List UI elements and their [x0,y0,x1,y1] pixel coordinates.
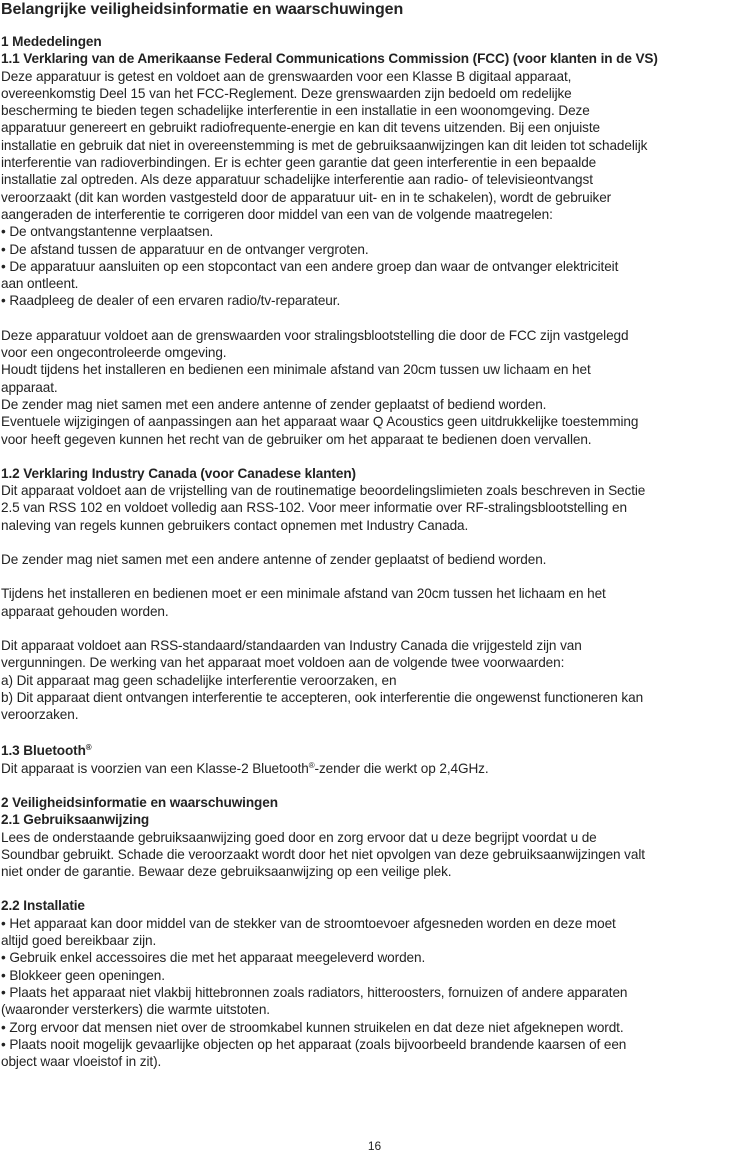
text-line: Eventuele wijzigingen of aanpassingen aan het apparaat waar Q Acoustics geen uitdrukkelijke toestemming [1,414,639,430]
text-line: voor heeft gegeven kunnen het recht van de gebruiker om het apparaat te bedienen doen vervallen. [1,431,592,447]
bullet-item: • Plaats het apparaat niet vlakbij hittebronnen zoals radiators, hitteroosters, fornuizen of andere apparaten [1,984,628,1000]
text-line: object waar vloeistof in zit). [1,1054,162,1070]
bullet-item: • De afstand tussen de apparatuur en de ontvanger vergroten. [1,241,369,257]
bullet-item: • Het apparaat kan door middel van de stekker van de stroomtoevoer afgesneden worden en deze moet [1,915,616,931]
spacer [1,534,749,551]
text-line: aan ontleent. [1,276,79,292]
spacer [1,20,749,33]
text-line: voor een ongecontroleerde omgeving. [1,345,227,361]
spacer [1,568,749,585]
text-line: apparaat. [1,379,58,395]
section-1-2-para-1 [1,482,749,534]
text-line: Soundbar gebruikt. Schade die veroorzaakt wordt door het niet opvolgen van deze gebruiksaanwijzingen valt [1,846,645,862]
text-line: interferentie van radioverbindingen. Er is echter geen garantie dat geen interferentie in een bepaalde [1,155,597,171]
page-number: 16 [367,1139,382,1153]
bullet-item: • Plaats nooit mogelijk gevaarlijke objecten op het apparaat (zoals bijvoorbeeld brandende kaarsen of een [1,1036,627,1052]
text-line: Houdt tijdens het installeren en bedienen een minimale afstand van 20cm tussen uw lichaam en het [1,362,591,378]
registered-mark: ® [308,760,315,770]
spacer [1,620,749,637]
section-1-2-heading: 1.2 Verklaring Industry Canada (voor Canadese klanten) [1,465,356,481]
text-line: niet onder de garantie. Bewaar deze gebruiksaanwijzing op een veilige plek. [1,864,452,880]
text-line: De zender mag niet samen met een andere antenne of zender geplaatst of bediend worden. [1,396,547,412]
spacer [1,310,749,327]
text-line: 2.5 van RSS 102 en voldoet volledig aan RSS-102. Voor meer informatie over RF-stralingsblootstelling en [1,500,627,516]
document-body [1,0,749,1070]
text-line: Dit apparaat voldoet aan de vrijstelling van de routinematige beoordelingslimieten zoals beschreven in Sectie [1,483,646,499]
text-line: (waaronder versterkers) die warmte uitstoten. [1,1002,270,1018]
text-part: -zender die werkt op 2,4GHz. [314,760,489,776]
text-line: aangeraden de interferentie te corrigeren door middel van een van de volgende maatregelen: [1,206,553,222]
text-line: installatie zal optreden. Als deze apparatuur schadelijke interferentie aan radio- of televisieontvangst [1,172,593,188]
text-line: altijd goed bereikbaar zijn. [1,933,157,949]
spacer [1,880,749,897]
bullet-item: • De ontvangstantenne verplaatsen. [1,224,214,240]
section-2-heading: 2 Veiligheidsinformatie en waarschuwingen [1,794,278,810]
section-1-2-para-3 [1,585,749,620]
text-line: apparaat gehouden worden. [1,603,169,619]
text-line: installatie en gebruik dat niet in overeenstemming is met de gebruiksaanwijzingen kan dit leiden tot schadelijk [1,137,648,153]
section-2-2-heading: 2.2 Installatie [1,898,85,914]
section-1-2-para-2: De zender mag niet samen met een andere antenne of zender geplaatst of bediend worden. [1,552,547,568]
registered-mark: ® [85,743,92,753]
bullet-item: • Blokkeer geen openingen. [1,967,165,983]
text-line: veroorzaakt (dit kan worden vastgesteld door de apparatuur uit- en in te schakelen), wordt de gebruiker [1,189,612,205]
bullet-item: • Gebruik enkel accessoires die met het apparaat meegeleverd worden. [1,950,426,966]
section-1-3-heading [1,742,749,759]
spacer [1,448,749,465]
text-part: Dit apparaat is voorzien van een Klasse-2 Bluetooth [1,760,309,776]
page-title: Belangrijke veiligheidsinformatie en waarschuwingen [1,1,404,18]
bullet-item: • Raadpleeg de dealer of een ervaren radio/tv-reparateur. [1,293,341,309]
text-line: Lees de onderstaande gebruiksaanwijzing goed door en zorg ervoor dat u deze begrijpt voordat u de [1,829,597,845]
section-2-1-heading: 2.1 Gebruiksaanwijzing [1,812,150,828]
text-line: Dit apparaat voldoet aan RSS-standaard/standaarden van Industry Canada die vrijgesteld zijn van [1,637,582,653]
text-line: vergunningen. De werking van het apparaat moet voldoen aan de volgende twee voorwaarden: [1,655,565,671]
section-2-1-body [1,829,749,881]
spacer [1,777,749,794]
bullet-item: • Zorg ervoor dat mensen niet over de stroomkabel kunnen struikelen en dat deze niet afgeknepen wordt. [1,1019,624,1035]
bullet-item: • De apparatuur aansluiten op een stopcontact van een andere groep dan waar de ontvanger elektriciteit [1,258,619,274]
text-line: naleving van regels kunnen gebruikers contact opnemen met Industry Canada. [1,517,469,533]
section-1-2-para-4 [1,637,749,723]
text-line: Deze apparatuur is getest en voldoet aan de grenswaarden voor een Klasse B digitaal apparaat, [1,68,572,84]
text-line: veroorzaken. [1,707,79,723]
list-item: a) Dit apparaat mag geen schadelijke interferentie veroorzaken, en [1,672,397,688]
list-item: b) Dit apparaat dient ontvangen interferentie te accepteren, ook interferentie die ongewenst functioneren kan [1,689,644,705]
text-line: overeenkomstig Deel 15 van het FCC-Reglement. Deze grenswaarden zijn bedoeld om redelijke [1,85,572,101]
text-line: Deze apparatuur voldoet aan de grenswaarden voor stralingsblootstelling die door de FCC zijn vastgelegd [1,327,629,343]
text-line: apparatuur genereert en gebruikt radiofrequente-energie en kan dit tevens uitzenden. Bij een onjuiste [1,120,601,136]
section-1-heading: 1 Mededelingen [1,34,102,49]
section-1-1-body-2 [1,327,749,448]
heading-text: 1.3 Bluetooth [1,743,86,759]
section-1-3-body [1,760,749,777]
text-line: Tijdens het installeren en bedienen moet er een minimale afstand van 20cm tussen het lichaam en het [1,586,606,602]
text-line: bescherming te bieden tegen schadelijke interferentie in een installatie in een woonomgeving. Deze [1,103,590,119]
section-2-2-body [1,915,749,1071]
section-1-1-body [1,68,749,310]
spacer [1,723,749,742]
section-1-1-heading: 1.1 Verklaring van de Amerikaanse Federal Communications Commission (FCC) (voor klanten in de VS) [1,51,658,67]
